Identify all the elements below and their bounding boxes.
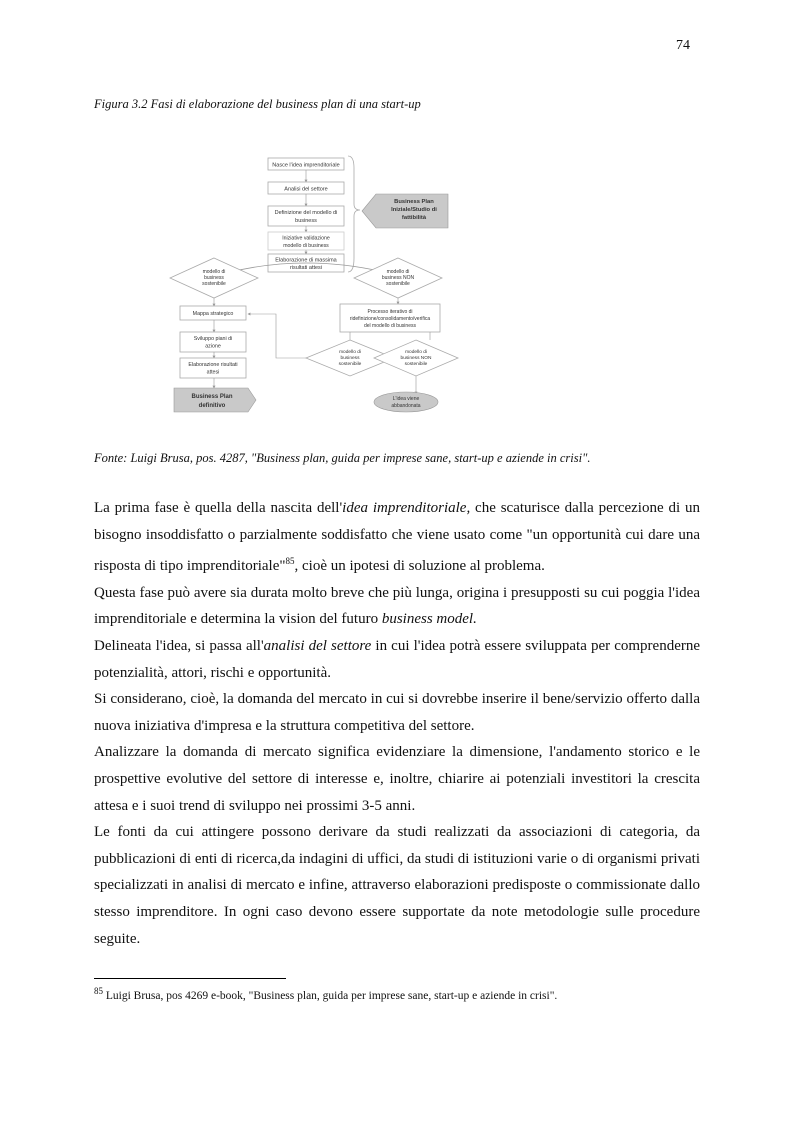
dec-right-line3: sostenibile [386,281,410,287]
dec-left-line3: sostenibile [202,281,226,287]
loop-line [248,314,316,358]
final-plan-line1: Business Plan [191,394,233,400]
action-plans-line1: Sviluppo piani di [193,336,233,342]
iterative-line2: ridefinizione/consolidamento/verifica [349,316,431,322]
initial-plan-line1: Business Plan [394,199,434,205]
paragraph: La prima fase è quella della nascita dell'idea imprenditoriale, che scaturisce dalla percezione di un bisogno insoddisfatto o parzialmente soddisfatto che viene usato come "un opportunità cui dare una risposta di tipo imprenditoriale"$^{85}$, cioè un ipotesi di soluzione al problema. [94,500,700,575]
paragraph: Le fonti da cui attingere possono derivare da studi realizzati da associazioni di categoria, da pubblicazioni di enti di ricerca,da indagini di uffici, da studi di istituzioni varie o di organismi privati specializzati in analisi di mercato e infine, attraverso elaborazioni predisposte o commissionate dallo stesso imprenditore. In ogni caso devono essere supportate da note metodologie sulle procedure seguite. [94,824,700,947]
business-plan-flowchart [168,148,437,414]
dec-right-line1: modello di [386,269,410,275]
abandoned-oval [374,392,438,412]
action-plans-line2: azione [205,343,221,350]
dec-bottom-left-line2: business [340,356,360,361]
expected-results-line1: Elaborazione risultati [188,362,238,368]
footnote-rule [94,978,286,979]
body-text [94,495,700,952]
step-results-line1: Elaborazione di massima [275,257,337,264]
figure-source: Fonte: Luigi Brusa, pos. 4287, "Business plan, guida per imprese sane, start-up e aziende in crisi". [94,451,591,465]
dec-bottom-left-line1: modello di [339,350,361,355]
dec-bottom-left-line3: sostenibile [338,362,362,367]
dec-bottom-right-line2: business NON [400,356,432,361]
initial-plan-line2: Iniziale/Studio di [391,207,437,213]
footnote-ref: 85 [285,556,295,567]
dec-right-line2: business NON [381,275,415,281]
paragraph: Analizzare la domanda di mercato significa evidenziare la dimensione, l'andamento storico e le prospettive evolutive del settore di interesse e, inoltre, chiarire ai potenziali investitori la crescita attesa e i suoi trend di sviluppo nei prossimi 3-5 anni. [94,744,700,814]
step-results-line2: risultati attesi [289,265,323,271]
step-model-line1: Definizione del modello di [274,210,338,216]
dec-left-line2: business [204,275,224,281]
iterative-line3: del modello di business [364,323,416,329]
step-validation-line1: Iniziative validazione [282,235,330,242]
dec-left-line1: modello di [202,269,226,275]
step-analysis: Analisi del settore [284,186,328,193]
paragraph: Questa fase può avere sia durata molto breve che più lunga, origina i presupposti su cui poggia l'idea imprenditoriale e determina la vision del futuro business model. [94,584,700,628]
iterative-line1: Processo iterativo di [367,309,413,315]
abandoned-line1: L'idea viene [392,396,420,402]
strategic-map: Mappa strategico [192,311,234,317]
dec-bottom-right-line3: sostenibile [404,362,428,367]
brace [348,156,360,272]
initial-plan-line3: fattibilità [401,215,427,221]
expected-results-line2: attesi [206,369,220,376]
footnote-number: 85 [94,986,103,996]
abandoned-line2: abbandonata [391,403,421,409]
step-validation-line2: modello di business [283,243,329,249]
paragraph: Si considerano, cioè, la domanda del mercato in cui si dovrebbe inserire il bene/servizio offerto dalla nuova iniziativa d'impresa e la struttura competitiva del settore. [94,691,700,734]
step-idea: Nasce l'idea imprenditoriale [272,162,340,169]
final-plan-line2: definitivo [198,403,226,409]
step-model-line2: business [295,218,317,224]
figure-caption: Figura 3.2 Fasi di elaborazione del business plan di una start-up [94,97,421,111]
footnote: $^{85}$ Luigi Brusa, pos 4269 e-book, "Business plan, guida per imprese sane, start-up e aziende in crisi". [94,986,558,1002]
page-number: 74 [676,38,690,53]
paragraph: Delineata l'idea, si passa all'analisi del settore in cui l'idea potrà essere sviluppata per comprenderne potenzialità, attori, rischi e opportunità. [94,637,701,681]
dec-bottom-right-line1: modello di [405,350,427,355]
